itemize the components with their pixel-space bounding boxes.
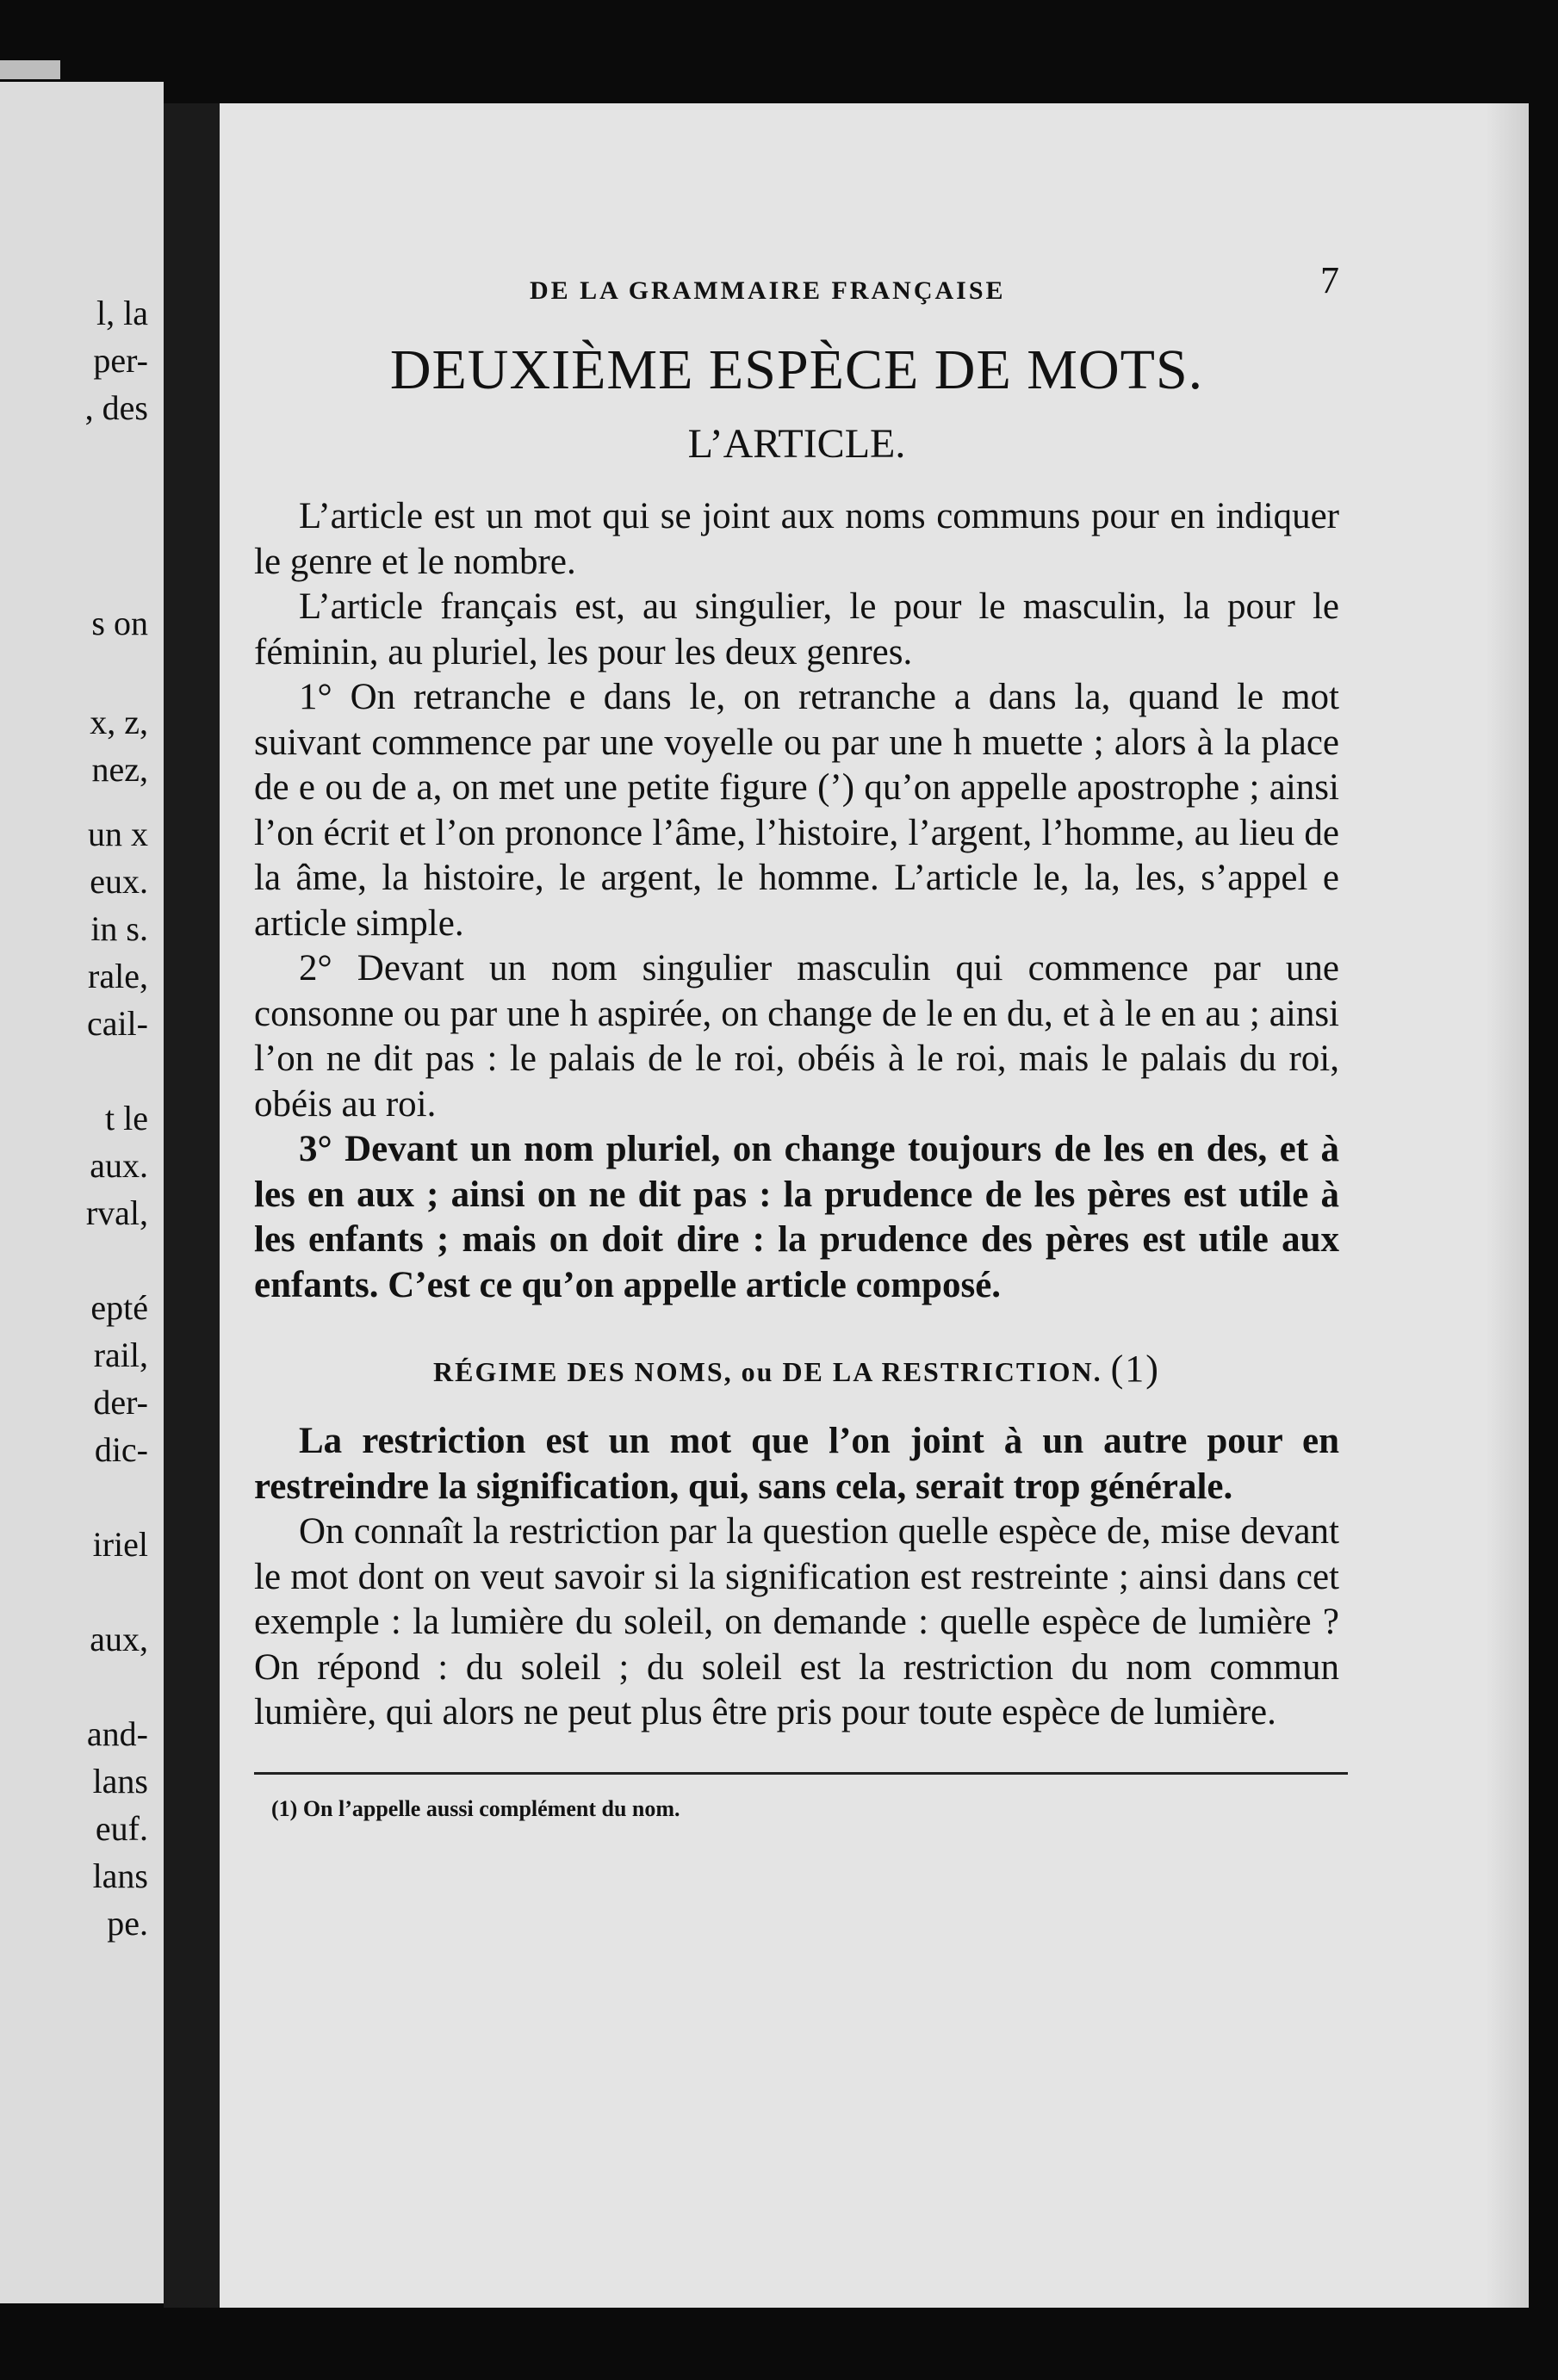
left-page-line: aux. — [90, 1146, 148, 1185]
left-page-line: rval, — [85, 1193, 148, 1232]
chapter-subheading: L’ARTICLE. — [687, 421, 906, 467]
footnote: (1) On l’appelle aussi complément du nom. — [271, 1795, 680, 1821]
left-page-line: euf. — [95, 1809, 148, 1848]
text-block — [254, 258, 1339, 1831]
left-page-line: der- — [93, 1383, 148, 1422]
paragraph-rule-2: 2° Devant un nom singulier masculin qui commence par une consonne ou par une h aspirée, on change de le en du, et à le en au ; ainsi l’on ne dit pas : le palais de le roi, obéis à le roi, mais le palais du roi, obéis au roi. — [254, 948, 1339, 1125]
section-heading — [254, 1348, 1339, 1393]
page-edge-shadow — [1486, 103, 1529, 2308]
left-page-line: l, la — [96, 294, 148, 332]
paragraph-rule-3: 3° Devant un nom pluriel, on change toujours de les en des, et à les en aux ; ainsi on ne dit pas : la prudence de les pères est utile à les enfants ; mais on doit dire : la prudence des pères est utile aux enfants. C’est ce qu’on appelle article composé. — [254, 1129, 1339, 1305]
left-page-line: , des — [84, 388, 148, 427]
left-page-line: aux, — [90, 1620, 148, 1658]
left-page-line: un x — [88, 815, 148, 853]
book-gutter — [164, 103, 224, 2308]
left-page-line: s on — [91, 604, 148, 642]
left-page-line: cail- — [86, 1004, 148, 1043]
running-head — [254, 258, 1339, 319]
paragraph-genders: L’article français est, au singulier, le pour le masculin, la pour le féminin, au pluriel, les pour les deux genres. — [254, 586, 1339, 672]
paragraph-restriction-example: On connaît la restriction par la question quelle espèce de, mise devant le mot dont on veut savoir si la signification est restreinte ; ainsi dans cet exemple : la lumière du soleil, on demande : quelle espèce de lumière ? On répond : du soleil ; du soleil est la restriction du nom commun lumière, qui alors ne peut plus être pris pour toute espèce de lumière. — [254, 1511, 1339, 1732]
chapter-heading: DEUXIÈME ESPÈCE DE MOTS. — [389, 338, 1204, 401]
left-page-line: epté — [90, 1288, 148, 1327]
left-page-line: lans — [92, 1762, 148, 1800]
left-page-line: rale, — [88, 957, 148, 995]
page-edge-strip — [0, 60, 60, 79]
left-page-line: in s. — [90, 909, 148, 948]
left-page-line: lans — [92, 1856, 148, 1895]
left-page-line: rail, — [93, 1336, 148, 1374]
left-page-line: x, z, — [90, 703, 148, 741]
section-heading-text: RÉGIME DES NOMS, ou DE LA RESTRICTION. — [433, 1356, 1102, 1387]
paragraph-restriction-definition: La restriction est un mot que l’on joint à un autre pour en restreindre la signification, qui, sans cela, serait trop générale. — [254, 1421, 1339, 1507]
left-page-line: dic- — [94, 1430, 148, 1469]
left-page-line: and- — [86, 1714, 148, 1753]
paragraph-rule-1: 1° On retranche e dans le, on retranche a dans la, quand le mot suivant commence par une voyelle ou par une h muette ; alors à la place de e ou de a, on met une petite figure (’) qu’on appelle apostrophe ; ainsi l’on écrit et l’on prononce l’âme, l’histoire, l’argent, l’homme, au lieu de la âme, la histoire, le argent, le homme. L’article le, la, les, s’appel e article simple. — [254, 677, 1339, 944]
left-page-line: nez, — [91, 750, 148, 789]
left-page-line: pe. — [107, 1904, 148, 1943]
page-number: 7 — [1320, 259, 1339, 301]
left-page-line: per- — [93, 341, 148, 380]
left-page-line: t le — [105, 1099, 148, 1137]
left-page-line: eux. — [90, 862, 148, 901]
running-head-title: DE LA GRAMMAIRE FRANÇAISE — [530, 276, 1006, 305]
left-page-line: iriel — [92, 1525, 148, 1564]
book-page — [220, 103, 1529, 2308]
footnote-marker: (1) — [1110, 1348, 1160, 1390]
footnote-rule — [254, 1772, 1348, 1775]
paragraph-definition: L’article est un mot qui se joint aux noms communs pour en indiquer le genre et le nombre. — [254, 496, 1339, 582]
left-page-fragment — [0, 82, 164, 2303]
